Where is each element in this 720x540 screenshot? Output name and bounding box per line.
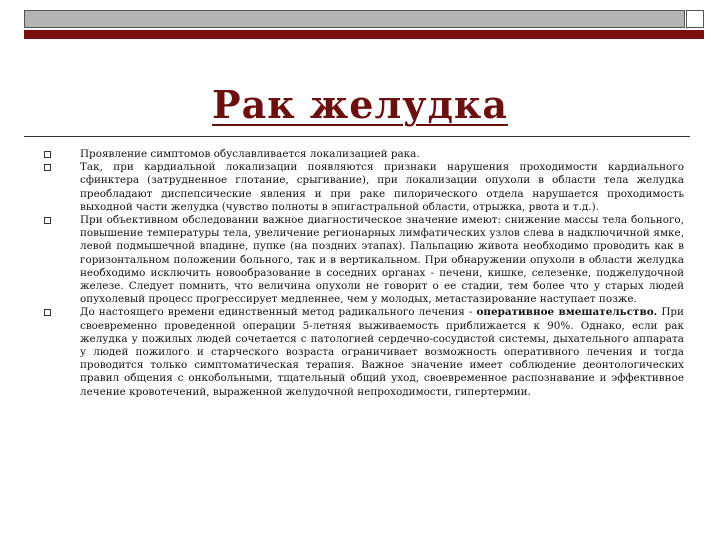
square-bullet-icon [44, 309, 51, 316]
header-square [686, 10, 704, 28]
bullet-text: При объективном обследовании важное диагностическое значение имеют: снижение массы тела больного, повышение температуры тела, увеличение регионарных лимфатических узлов слева в надключичной ямке, левой подмышечной впадине, пупке (на поздних этапах). Пальпацию живота необходимо проводить как в горизонтальном положении больного, так и в вертикальном. При обнаружении опухоли в области желудка необходимо исключить новообразование в соседних органах - печени, кишке, селезенке, поджелудочной железе. Следует помнить, что величина опухоли не говорит о ее стадии, тем более что у старых людей опухолевый процесс прогрессирует медленнее, чем у молодых, метастазирование наступает позже. [80, 214, 684, 306]
list-item [44, 306, 684, 398]
bullet-list [44, 148, 684, 399]
bullet-text: Так, при кардиальной локализации появляются признаки нарушения проходимости кардиального сфинктера (затрудненное глотание, срыгивание), при локализации опухоли в области тела желудка преобладают диспепсические явления и при раке пилорического отдела нарушается проходимость выходной части желудка (чувство полноты в эпигастральной области, отрыжка, рвота и т.д.). [80, 161, 684, 213]
square-bullet-icon [44, 164, 51, 171]
bullet-text: Проявление симптомов обуславливается локализацией рака. [80, 148, 420, 160]
slide-title [0, 82, 720, 127]
slide-title-text: Рак желудка [212, 82, 508, 127]
list-item [44, 214, 684, 306]
square-bullet-icon [44, 151, 51, 158]
list-item [44, 148, 684, 161]
header-accent-bar [24, 30, 704, 39]
header-bar [24, 10, 685, 28]
square-bullet-icon [44, 217, 51, 224]
title-divider [24, 136, 690, 137]
bullet-text-before: До настоящего времени единственный метод радикального лечения - [80, 306, 477, 319]
bullet-text-bold: оперативное вмешательство. [476, 306, 658, 319]
list-item [44, 161, 684, 214]
bullet-text-after: При своевременно проведенной операции 5-летняя выживаемость приближается к 90%. Однако, если рак желудка у пожилых людей сочетается с патологией сердечно-сосудистой системы, дыхательного аппарата у людей пожилого и старческого возраста ограничивает возможность оперативного лечения и тогда проводится только симптоматическая терапия. Важное значение имеет соблюдение деонтологических правил общения с онкобольными, тщательный общий уход, своевременное распознавание и эффективное лечение кровотечений, выраженной желудочной непроходимости, гипертермии. [80, 306, 684, 398]
